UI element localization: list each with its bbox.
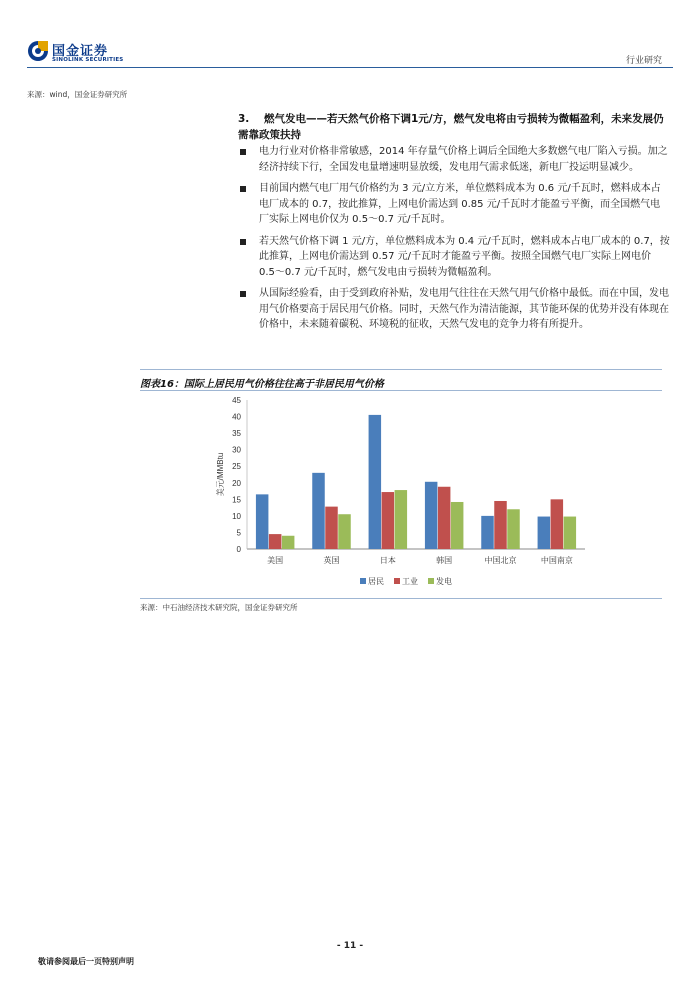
bar-居民-日本 [369, 415, 382, 549]
x-tick-label: 韩国 [436, 556, 453, 565]
section-number: 3. [238, 113, 250, 125]
bullet-square-icon [240, 239, 246, 245]
x-tick-label: 中国南京 [540, 556, 573, 565]
y-tick-label: 45 [232, 396, 241, 405]
logo-text-en: SINOLINK SECURITIES [52, 57, 124, 63]
bar-发电-韩国 [451, 502, 464, 549]
logo-icon [27, 40, 49, 62]
bar-工业-中国南京 [551, 499, 564, 549]
report-category: 行业研究 [625, 56, 662, 66]
bar-工业-英国 [325, 507, 338, 549]
bar-工业-美国 [269, 534, 282, 549]
y-tick-label: 40 [232, 412, 241, 422]
legend-label: 居民 [368, 577, 384, 586]
y-tick-label: 35 [232, 429, 241, 439]
bar-居民-韩国 [425, 482, 438, 549]
x-tick-label: 英国 [323, 556, 340, 565]
chart-caption: 图表16：国际上居民用气价格往往高于非居民用气价格 [140, 379, 384, 390]
x-tick-label: 日本 [379, 556, 396, 565]
legend-label: 工业 [402, 577, 418, 586]
chart-top-rule [140, 369, 662, 370]
section-heading [238, 111, 670, 143]
bar-发电-英国 [338, 514, 351, 549]
y-tick-label: 25 [232, 462, 241, 472]
y-tick-label: 10 [232, 511, 241, 521]
bar-居民-中国北京 [481, 516, 494, 549]
x-tick-label: 中国北京 [484, 556, 517, 565]
legend-swatch-工业 [394, 578, 400, 584]
bar-居民-美国 [256, 494, 268, 549]
chart-container [205, 392, 593, 596]
bar-chart [205, 392, 593, 596]
legend-swatch-发电 [428, 578, 434, 584]
bar-发电-美国 [282, 536, 295, 549]
logo-text-cn: 国金证券 [52, 44, 109, 59]
y-tick-label: 30 [232, 445, 241, 455]
top-source-note: 来源：wind，国金证券研究所 [27, 90, 128, 99]
bullet-square-icon [240, 291, 246, 297]
bullet-square-icon [240, 186, 246, 192]
list-item: 若天然气价格下调 1 元/方，单位燃料成本为 0.4 元/千瓦时，燃料成本占电厂成本的 0.7，按此推算，上网电价需达到 0.57 元/千瓦时才能盈亏平衡。按照全国燃气电厂实际上网电价 0.5～0.7 元/千瓦时，燃气发电由亏损转为微幅盈利。 [238, 234, 670, 281]
page-number: - 11 - [336, 941, 364, 951]
section-title: 燃气发电——若天然气价格下调1元/方，燃气发电将由亏损转为微幅盈利，未来发展仍需靠政策扶持 [238, 113, 664, 141]
bar-发电-中国北京 [507, 509, 520, 549]
legend-swatch-居民 [360, 578, 366, 584]
list-item: 目前国内燃气电厂用气价格约为 3 元/立方米，单位燃料成本为 0.6 元/千瓦时，燃料成本占电厂成本的 0.7，按此推算，上网电价需达到 0.85 元/千瓦时才能盈亏平衡，而全国燃气电厂实际上网电价仅为 0.5～0.7 元/千瓦时。 [238, 181, 670, 228]
bar-发电-日本 [395, 490, 408, 549]
list-item: 电力行业对价格非常敏感，2014 年存量气价格上调后全国绝大多数燃气电厂陷入亏损。加之经济持续下行，全国发电量增速明显放缓，发电用气需求低迷，新电厂投运明显减少。 [238, 144, 670, 175]
chart-source-note: 来源：中石油经济技术研究院，国金证券研究所 [140, 603, 298, 612]
bullet-list [238, 144, 670, 339]
bar-发电-中国南京 [564, 517, 577, 549]
y-tick-label: 5 [236, 528, 241, 538]
y-tick-label: 20 [232, 478, 241, 488]
header-rule [27, 67, 673, 68]
x-tick-label: 美国 [267, 556, 284, 565]
bar-工业-日本 [382, 492, 395, 549]
y-tick-label: 15 [232, 495, 241, 505]
y-tick-label: 0 [236, 545, 241, 554]
bar-工业-中国北京 [494, 501, 507, 549]
chart-caption-rule [140, 390, 662, 391]
bar-工业-韩国 [438, 487, 451, 549]
bar-居民-中国南京 [538, 517, 551, 549]
bullet-square-icon [240, 149, 246, 155]
bar-居民-英国 [312, 473, 325, 549]
legend-label: 发电 [436, 577, 452, 586]
chart-bottom-rule [140, 598, 662, 599]
footer-disclaimer: 敬请参阅最后一页特别声明 [38, 957, 134, 966]
y-axis-label: 美元/MMBtu [216, 452, 225, 497]
list-item: 从国际经验看，由于受到政府补贴，发电用气往往在天然气用气价格中最低。而在中国，发电用气价格要高于居民用气价格。同时，天然气作为清洁能源，其节能环保的优势并没有体现在价格中，未来随着碳税、环境税的征收，天然气发电的竞争力将有所提升。 [238, 286, 670, 333]
